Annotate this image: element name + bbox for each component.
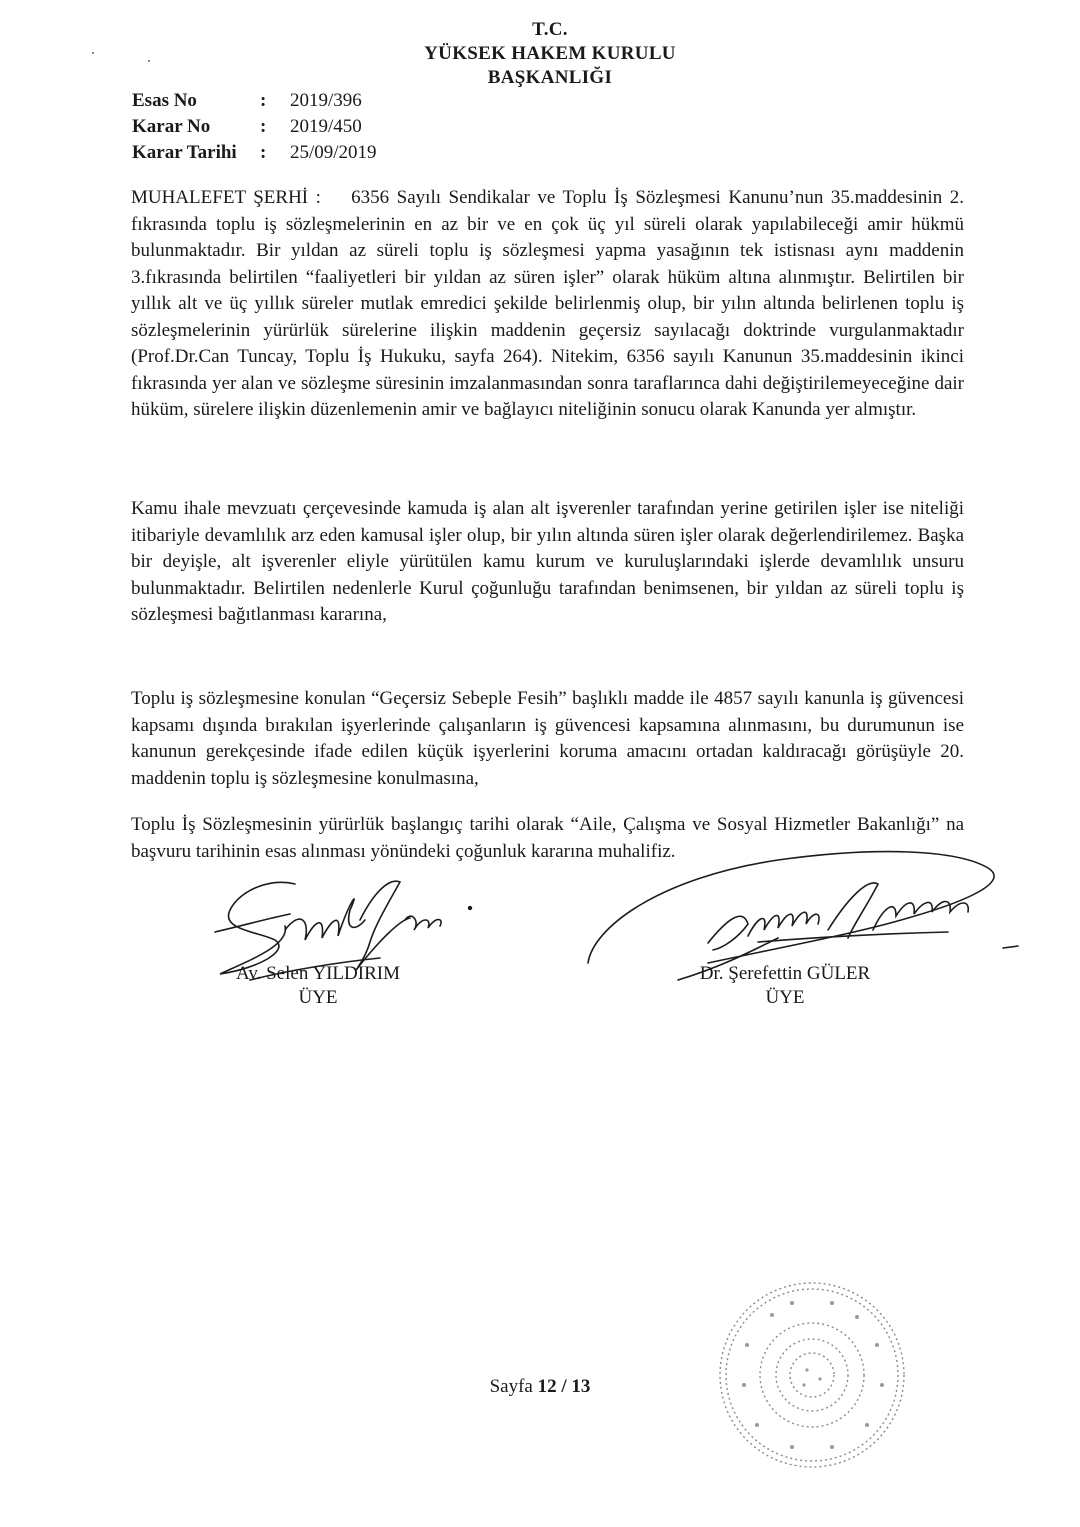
header-line-presidency: BAŞKANLIĞI bbox=[487, 67, 613, 88]
scan-speck bbox=[92, 52, 94, 54]
signatory-role: ÜYE bbox=[765, 987, 805, 1008]
document-header bbox=[380, 18, 720, 90]
page-footer bbox=[0, 1376, 1080, 1398]
dissent-lead: MUHALEFET ŞERHİ : bbox=[131, 187, 321, 208]
paragraph-dissent-2: Kamu ihale mevzuatı çerçevesinde kamuda iş alan alt işverenler tarafından yerine getirilen işler ise niteliği itibariyle devamlılık arz eden kamusal işler olup, bir yılın altında süren işler olarak değerlendirilemez. Başka bir deyişle, alt işverenler eliyle yürütülen kamu kurum ve kuruluşlarındaki işlerde devamlılık unsuru bulunmaktadır. Belirtilen nedenlerle Kurul çoğunluğu tarafından benimsenen, bir yıldan az süreli toplu iş sözleşmesi bağıtlanması kararına, bbox=[131, 498, 964, 625]
meta-label: Karar No bbox=[132, 116, 211, 137]
meta-row-karar-tarihi bbox=[132, 140, 377, 166]
meta-value: 2019/396 bbox=[290, 90, 362, 111]
paragraph-dissent-4: Toplu İş Sözleşmesinin yürürlük başlangıç tarihi olarak “Aile, Çalışma ve Sosyal Hizmetler Bakanlığı” na başvuru tarihinin esas alınması yönündeki çoğunluk kararına muhalifiz. bbox=[131, 814, 964, 862]
signatory-right bbox=[680, 962, 890, 1010]
paragraph-text: 6356 Sayılı Sendikalar ve Toplu İş Sözleşmesi Kanunu’nun 35.maddesinin 2. fıkrasında toplu iş sözleşmelerinin en az bir ve en çok üç yıl süreli olarak yapılabileceği amir hükmü bulunmaktadır. Bir yıldan az süreli toplu iş sözleşmesi yapma yasağının tek istisnası aynı maddenin 3.fıkrasında belirtilen “faaliyetleri bir yıldan az süren işler” olarak hüküm altına alınmıştır. Belirtilen bir yıllık alt ve üç yıllık süreler mutlak emredici şekilde belirlenmiş olup, bir yılın altında belirlenen toplu iş sözleşmelerinin yürürlük sürelerine ilişkin maddenin geçersiz sayılacağı doktrinde vurgulanmaktadır (Prof.Dr.Can Tuncay, Toplu İş Hukuku, sayfa 264). Nitekim, 6356 sayılı Kanunun 35.maddesinin ikinci fıkrasında yer alan ve sözleşme süresinin imzalanmasından sonra taraflarınca dahi değiştirilemeyeceğine dair hüküm, sürelere ilişkin düzenlemenin amir ve bağlayıcı niteliğinin sonucu olarak Kanunda yer almıştır. bbox=[131, 187, 964, 420]
meta-row-karar bbox=[132, 114, 377, 140]
page-label: Sayfa bbox=[489, 1376, 533, 1397]
meta-colon: : bbox=[260, 116, 267, 137]
scan-speck bbox=[148, 60, 150, 62]
signatory-left bbox=[218, 962, 418, 1010]
meta-label: Esas No bbox=[132, 90, 197, 111]
page-number: 12 / 13 bbox=[537, 1376, 591, 1397]
meta-value: 2019/450 bbox=[290, 116, 362, 137]
signatory-name: Av. Selen YILDIRIM bbox=[236, 963, 400, 984]
paragraph-dissent-3: Toplu iş sözleşmesine konulan “Geçersiz Sebeple Fesih” başlıklı madde ile 4857 sayılı kanunla iş güvencesi kapsamı dışında bırakılan işyerlerinde çalışanların iş güvencesi kapsamına alınmasını, bu durumunun ise kanunun gerekçesinde ifade edilen küçük işyerlerini koruma amacını ortadan kaldıracağı görüşüyle 20. maddenin toplu iş sözleşmesine konulmasına, bbox=[131, 688, 964, 789]
signatory-role: ÜYE bbox=[298, 987, 338, 1008]
meta-value: 25/09/2019 bbox=[290, 142, 377, 163]
header-line-institution: YÜKSEK HAKEM KURULU bbox=[424, 43, 676, 64]
meta-colon: : bbox=[260, 142, 267, 163]
signatory-name: Dr. Şerefettin GÜLER bbox=[699, 963, 871, 984]
meta-colon: : bbox=[260, 90, 267, 111]
paragraph-dissent-1 bbox=[131, 185, 964, 424]
case-meta bbox=[132, 88, 377, 166]
header-line-tc: T.C. bbox=[532, 19, 568, 40]
meta-row-esas bbox=[132, 88, 377, 114]
meta-label: Karar Tarihi bbox=[132, 142, 237, 163]
official-seal-stamp bbox=[712, 1275, 912, 1475]
